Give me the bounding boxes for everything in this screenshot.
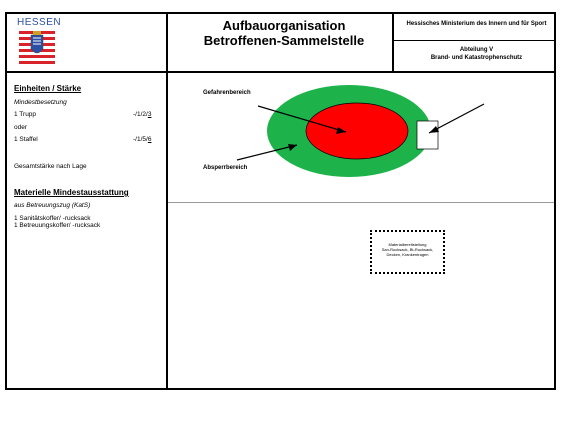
- title-line-1: Aufbauorganisation: [222, 18, 346, 33]
- danger-area-label: Gefahrenbereich: [203, 90, 251, 96]
- total-strength: Gesamtstärke nach Lage: [14, 163, 87, 170]
- ministry-name: Hessisches Ministerium des Innern und für Sport: [406, 21, 547, 27]
- units-heading: Einheiten / Stärke: [14, 84, 82, 93]
- dept-line-2: Brand- und Katastrophenschutz: [430, 55, 523, 61]
- trupp-value: -/1/2/3: [133, 111, 152, 118]
- material-line-2: San-Rucksack, Bt-Rucksack,: [381, 247, 434, 252]
- equipment-source: aus Betreuungszug (KatS): [14, 202, 91, 209]
- equipment-item-1: 1 Sanitätskoffer/ -rucksack: [14, 215, 91, 222]
- staffel-value-underlined-digit: 6: [147, 136, 152, 143]
- trupp-value-underlined-digit: 3: [147, 111, 152, 118]
- dept-line-1: Abteilung V: [459, 47, 494, 53]
- staffel-label: 1 Staffel: [14, 136, 38, 143]
- logo-text: HESSEN: [17, 17, 62, 28]
- equipment-item-2: 1 Betreuungskoffer/ -rucksack: [14, 222, 101, 229]
- marker-box: [417, 121, 438, 149]
- title-line-2: Betroffenen-Sammelstelle: [203, 33, 365, 48]
- staffel-value: -/1/5/6: [133, 136, 152, 143]
- min-staffing-label: Mindestbesetzung: [14, 99, 67, 106]
- danger-zone: [306, 103, 408, 159]
- material-line-1: Materialbereitstellung: [388, 242, 427, 247]
- or-label: oder: [14, 124, 28, 131]
- material-line-3: Decken, Krankentragen: [386, 252, 429, 257]
- material-staging-box: [370, 230, 445, 274]
- equipment-heading: Materielle Mindestausstattung: [14, 188, 129, 197]
- barrier-area-label: Absperrbereich: [203, 165, 248, 171]
- trupp-label: 1 Trupp: [14, 111, 37, 118]
